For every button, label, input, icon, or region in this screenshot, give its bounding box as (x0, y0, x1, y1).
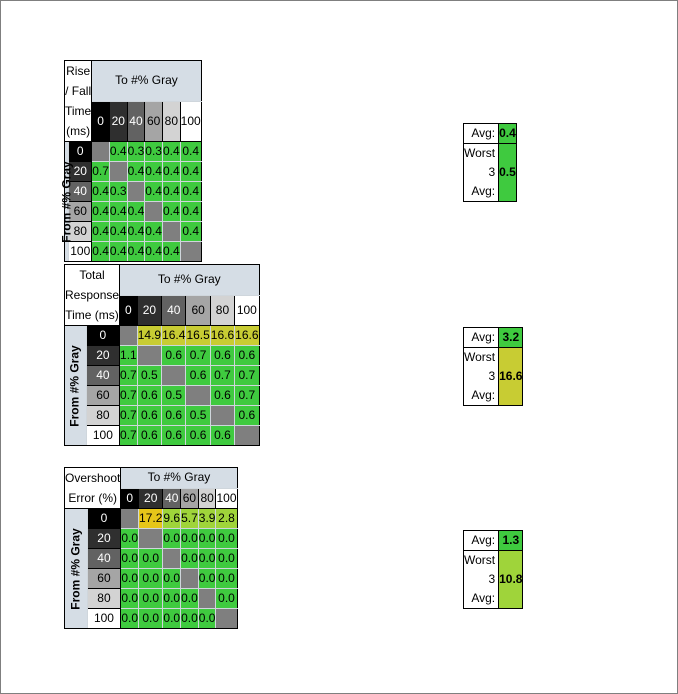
table-title (65, 265, 120, 326)
table-title (65, 468, 121, 509)
value-cell: 0.0 (216, 589, 237, 609)
value-cell: 0.0 (198, 609, 216, 629)
to-level-header: 80 (210, 295, 234, 326)
value-cell: 0.4 (145, 242, 163, 262)
value-cell: 0.0 (139, 589, 163, 609)
worst-3-avg-value: 0.5 (499, 144, 517, 202)
from-level-header: 20 (69, 162, 92, 182)
value-cell (186, 386, 210, 406)
avg-label: Avg: (464, 328, 499, 348)
value-cell: 0.4 (109, 202, 127, 222)
from-level-header: 60 (69, 202, 92, 222)
table-title-line: Time (ms) (65, 104, 92, 138)
table-title-line: Time (ms) (65, 308, 119, 322)
worst-3-avg-label: Worst 3 Avg: (464, 144, 499, 202)
to-level-header: 100 (216, 488, 237, 509)
value-cell: 0.6 (186, 366, 210, 386)
value-cell: 0.6 (137, 406, 161, 426)
value-cell: 0.5 (162, 386, 186, 406)
value-cell: 0.4 (92, 242, 110, 262)
value-cell: 0.6 (137, 386, 161, 406)
value-cell: 1.1 (120, 346, 138, 366)
row-header (65, 509, 88, 629)
value-cell: 0.4 (92, 182, 110, 202)
from-level-header: 60 (86, 386, 119, 406)
value-cell: 0.4 (180, 142, 201, 162)
value-cell: 0.0 (163, 529, 181, 549)
table-row (65, 202, 202, 222)
value-cell: 0.4 (127, 222, 145, 242)
summary-table (463, 123, 517, 202)
worst-3-avg-label: Worst 3 Avg: (464, 348, 499, 406)
value-cell: 16.5 (186, 326, 210, 346)
table-title-line: Overshoot (65, 471, 121, 485)
value-cell: 0.3 (127, 142, 145, 162)
value-cell: 0.0 (198, 569, 216, 589)
value-cell: 0.4 (162, 242, 180, 262)
value-cell: 0.4 (180, 202, 201, 222)
to-level-header: 20 (109, 101, 127, 142)
value-cell (198, 589, 216, 609)
value-cell: 0.4 (180, 222, 201, 242)
table-title-line: Rise / Fall (65, 64, 92, 98)
value-cell: 0.0 (139, 549, 163, 569)
table-title-line: Total Response (65, 268, 120, 302)
value-cell: 0.0 (216, 549, 237, 569)
table-row (65, 589, 238, 609)
table-row (65, 386, 260, 406)
column-header: To #% Gray (92, 61, 201, 102)
value-cell (235, 426, 259, 446)
value-cell (162, 222, 180, 242)
value-cell (145, 202, 163, 222)
summary-table (463, 530, 523, 609)
to-level-header: 0 (92, 101, 110, 142)
value-cell (162, 366, 186, 386)
value-cell: 16.6 (210, 326, 234, 346)
value-cell (163, 549, 181, 569)
value-cell: 0.4 (92, 222, 110, 242)
value-cell: 0.7 (120, 406, 138, 426)
to-level-header: 0 (120, 295, 138, 326)
value-cell: 0.0 (163, 569, 181, 589)
value-cell: 0.5 (137, 366, 161, 386)
table-row (65, 549, 238, 569)
value-cell: 0.0 (198, 549, 216, 569)
value-cell: 16.4 (162, 326, 186, 346)
column-header: To #% Gray (121, 468, 237, 489)
value-cell: 0.4 (92, 202, 110, 222)
value-cell: 0.0 (198, 529, 216, 549)
from-level-header: 40 (69, 182, 92, 202)
value-cell: 14.9 (137, 326, 161, 346)
table-row (65, 366, 260, 386)
value-cell: 0.7 (235, 366, 259, 386)
value-cell: 0.4 (109, 242, 127, 262)
value-cell: 0.4 (162, 142, 180, 162)
summary-table (463, 327, 523, 406)
table-row (65, 529, 238, 549)
to-level-header: 40 (163, 488, 181, 509)
value-cell: 0.0 (139, 569, 163, 589)
from-level-header: 100 (69, 242, 92, 262)
row-header (65, 326, 87, 446)
value-cell (109, 162, 127, 182)
row-header (59, 142, 74, 262)
table-row (65, 609, 238, 629)
table-row (65, 222, 202, 242)
column-header: To #% Gray (120, 265, 259, 296)
avg-label: Avg: (464, 124, 499, 144)
value-cell: 16.6 (235, 326, 259, 346)
from-level-header: 40 (87, 549, 121, 569)
value-cell: 0.3 (145, 142, 163, 162)
value-cell: 0.0 (181, 609, 199, 629)
value-cell (127, 182, 145, 202)
value-cell: 0.4 (127, 162, 145, 182)
value-cell: 0.0 (121, 549, 139, 569)
value-cell: 0.7 (210, 366, 234, 386)
value-cell: 0.4 (162, 162, 180, 182)
table-row (65, 142, 202, 162)
value-cell: 0.0 (181, 589, 199, 609)
response-table (59, 60, 202, 262)
value-cell: 0.6 (210, 346, 234, 366)
value-cell: 0.6 (210, 386, 234, 406)
value-cell: 0.4 (127, 242, 145, 262)
value-cell: 0.6 (235, 346, 259, 366)
value-cell: 0.0 (121, 529, 139, 549)
value-cell: 0.0 (121, 589, 139, 609)
value-cell: 0.3 (109, 182, 127, 202)
table-row (65, 569, 238, 589)
value-cell (139, 529, 163, 549)
table-row (65, 346, 260, 366)
from-level-header: 0 (69, 142, 92, 162)
from-level-header: 60 (87, 569, 121, 589)
value-cell: 0.0 (139, 609, 163, 629)
value-cell: 0.4 (180, 162, 201, 182)
value-cell: 0.0 (163, 609, 181, 629)
value-cell (181, 569, 199, 589)
from-level-header: 20 (87, 529, 121, 549)
worst-3-avg-label: Worst 3 Avg: (464, 551, 499, 609)
avg-label: Avg: (464, 531, 499, 551)
value-cell (180, 242, 201, 262)
value-cell: 0.0 (216, 569, 237, 589)
avg-value: 3.2 (499, 328, 523, 348)
from-level-header: 0 (86, 326, 119, 346)
from-level-header: 80 (86, 406, 119, 426)
value-cell: 0.4 (109, 142, 127, 162)
value-cell: 0.0 (181, 549, 199, 569)
to-level-header: 60 (186, 295, 210, 326)
value-cell: 0.4 (109, 222, 127, 242)
to-level-header: 60 (181, 488, 199, 509)
value-cell: 0.7 (92, 162, 110, 182)
value-cell: 0.6 (137, 426, 161, 446)
to-level-header: 40 (162, 295, 186, 326)
table-row (65, 242, 202, 262)
value-cell: 5.7 (181, 509, 199, 529)
row-header-text: From #% Gray (67, 344, 82, 427)
avg-value: 0.4 (499, 124, 517, 144)
value-cell: 0.6 (210, 426, 234, 446)
from-level-header: 40 (86, 366, 119, 386)
to-level-header: 40 (127, 101, 145, 142)
value-cell (210, 406, 234, 426)
to-level-header: 0 (121, 488, 139, 509)
value-cell: 0.6 (235, 406, 259, 426)
value-cell: 0.5 (186, 406, 210, 426)
to-level-header: 80 (198, 488, 216, 509)
value-cell: 0.0 (121, 569, 139, 589)
value-cell: 0.0 (163, 589, 181, 609)
value-cell: 0.7 (120, 426, 138, 446)
value-cell: 0.6 (162, 406, 186, 426)
worst-3-avg-value: 16.6 (499, 348, 523, 406)
value-cell: 0.7 (120, 386, 138, 406)
value-cell: 0.0 (121, 609, 139, 629)
value-cell: 0.6 (162, 426, 186, 446)
value-cell (120, 326, 138, 346)
value-cell: 0.6 (186, 426, 210, 446)
from-level-header: 80 (87, 589, 121, 609)
worst-3-avg-value: 10.8 (499, 551, 523, 609)
value-cell: 3.9 (198, 509, 216, 529)
value-cell: 17.2 (139, 509, 163, 529)
from-level-header: 100 (87, 609, 121, 629)
value-cell: 0.0 (181, 529, 199, 549)
value-cell: 0.4 (162, 182, 180, 202)
value-cell: 2.8 (216, 509, 237, 529)
value-cell: 0.4 (145, 222, 163, 242)
from-level-header: 0 (87, 509, 121, 529)
table-row (65, 182, 202, 202)
table-title-line: Error (%) (68, 491, 118, 505)
value-cell: 0.0 (216, 529, 237, 549)
to-level-header: 60 (145, 101, 163, 142)
value-cell: 0.4 (127, 202, 145, 222)
value-cell (137, 346, 161, 366)
value-cell (92, 142, 110, 162)
value-cell (121, 509, 139, 529)
table-row (65, 162, 202, 182)
value-cell (216, 609, 237, 629)
table-title (65, 61, 92, 142)
table-row (65, 426, 260, 446)
from-level-header: 100 (86, 426, 119, 446)
value-cell: 0.4 (145, 162, 163, 182)
response-table (64, 264, 260, 446)
to-level-header: 80 (162, 101, 180, 142)
value-cell: 0.7 (120, 366, 138, 386)
row-header-text: From #% Gray (59, 160, 74, 243)
value-cell: 0.7 (235, 386, 259, 406)
value-cell: 9.6 (163, 509, 181, 529)
to-level-header: 100 (235, 295, 259, 326)
value-cell: 0.7 (186, 346, 210, 366)
value-cell: 0.4 (180, 182, 201, 202)
value-cell: 0.6 (162, 346, 186, 366)
response-table (64, 467, 238, 629)
avg-value: 1.3 (499, 531, 523, 551)
to-level-header: 20 (139, 488, 163, 509)
to-level-header: 100 (180, 101, 201, 142)
table-row (65, 509, 238, 529)
value-cell: 0.4 (162, 202, 180, 222)
row-header-text: From #% Gray (68, 527, 83, 610)
from-level-header: 80 (69, 222, 92, 242)
to-level-header: 20 (137, 295, 161, 326)
from-level-header: 20 (86, 346, 119, 366)
table-row (65, 406, 260, 426)
table-row (65, 326, 260, 346)
value-cell: 0.4 (145, 182, 163, 202)
